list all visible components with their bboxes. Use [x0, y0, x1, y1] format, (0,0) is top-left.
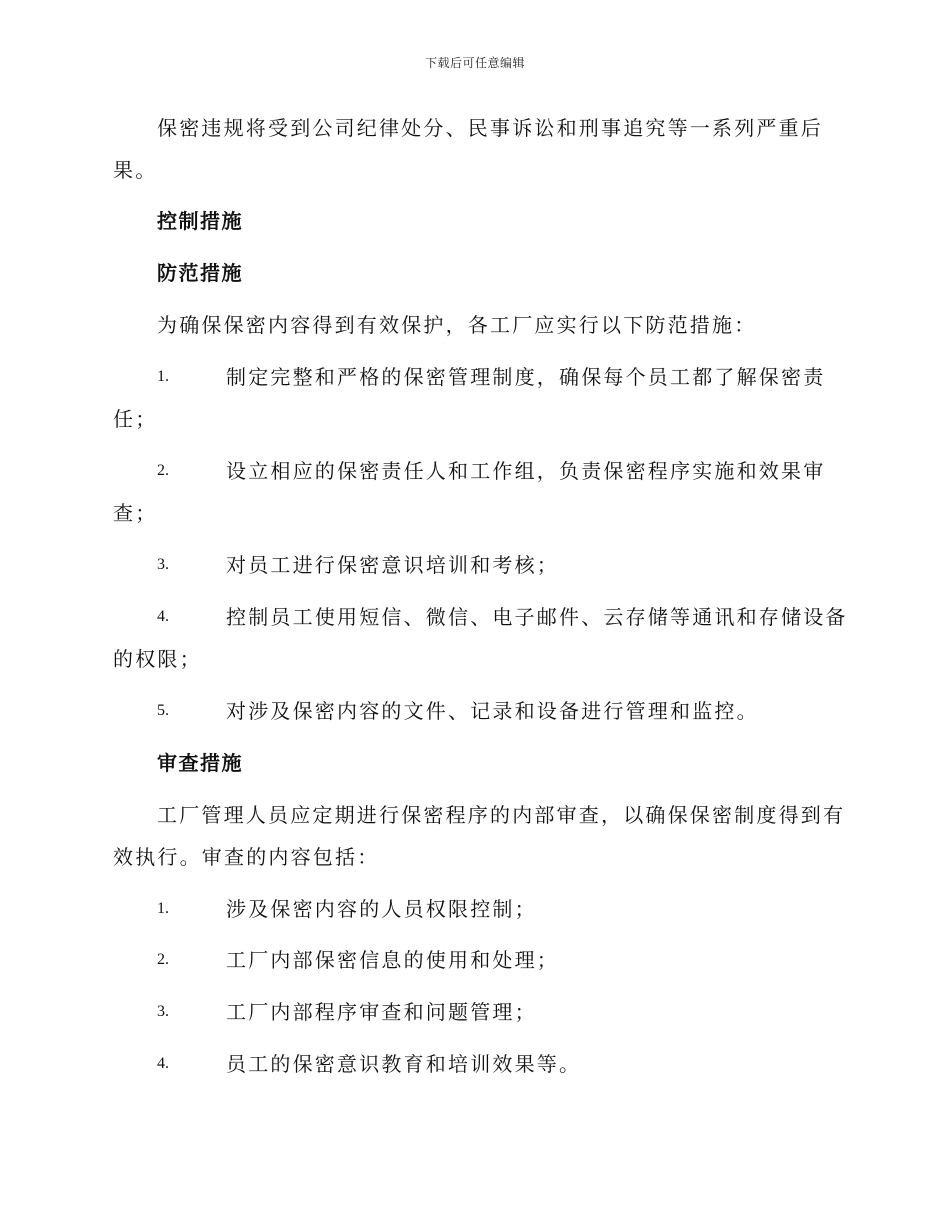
audit-item-1-number: 1. — [157, 900, 169, 917]
audit-item-2-number: 2. — [157, 951, 169, 968]
heading-audit-measures: 审查措施 — [157, 751, 243, 775]
audit-intro-line-2: 效执行。审查的内容包括： — [113, 845, 380, 869]
prevention-item-4-line-2: 的权限； — [113, 647, 202, 671]
prevention-item-5-number: 5. — [157, 702, 169, 719]
audit-item-1-text: 涉及保密内容的人员权限控制； — [226, 897, 537, 921]
prevention-item-1-number: 1. — [157, 368, 169, 385]
prevention-item-2-number: 2. — [157, 462, 169, 479]
prevention-item-5-line-1: 对涉及保密内容的文件、记录和设备进行管理和监控。 — [226, 699, 759, 723]
heading-prevention-measures: 防范措施 — [157, 261, 243, 285]
prevention-item-3-line-1: 对员工进行保密意识培训和考核； — [226, 553, 559, 577]
audit-item-4-text: 员工的保密意识教育和培训效果等。 — [226, 1052, 582, 1076]
page-header: 下载后可任意编辑 — [424, 56, 525, 70]
prevention-item-1-line-1: 制定完整和严格的保密管理制度，确保每个员工都了解保密责 — [226, 365, 826, 389]
prevention-item-4-number: 4. — [157, 608, 169, 625]
prevention-item-2-line-1: 设立相应的保密责任人和工作组，负责保密程序实施和效果审 — [226, 459, 826, 483]
audit-item-3-text: 工厂内部程序审查和问题管理； — [226, 1000, 537, 1024]
prevention-item-4-line-1: 控制员工使用短信、微信、电子邮件、云存储等通讯和存储设备 — [226, 605, 848, 629]
audit-item-4-number: 4. — [157, 1055, 169, 1072]
intro-line-1: 保密违规将受到公司纪律处分、民事诉讼和刑事追究等一系列严重后 — [157, 116, 823, 140]
prevention-intro: 为确保保密内容得到有效保护，各工厂应实行以下防范措施： — [157, 313, 757, 337]
heading-control-measures: 控制措施 — [157, 209, 243, 233]
audit-item-3-number: 3. — [157, 1003, 169, 1020]
prevention-item-3-number: 3. — [157, 556, 169, 573]
audit-item-2-text: 工厂内部保密信息的使用和处理； — [226, 948, 559, 972]
prevention-item-1-line-2: 任； — [113, 407, 158, 431]
audit-intro-line-1: 工厂管理人员应定期进行保密程序的内部审查，以确保保密制度得到有 — [157, 803, 846, 827]
intro-line-2: 果。 — [113, 158, 158, 182]
prevention-item-2-line-2: 查； — [113, 501, 158, 525]
